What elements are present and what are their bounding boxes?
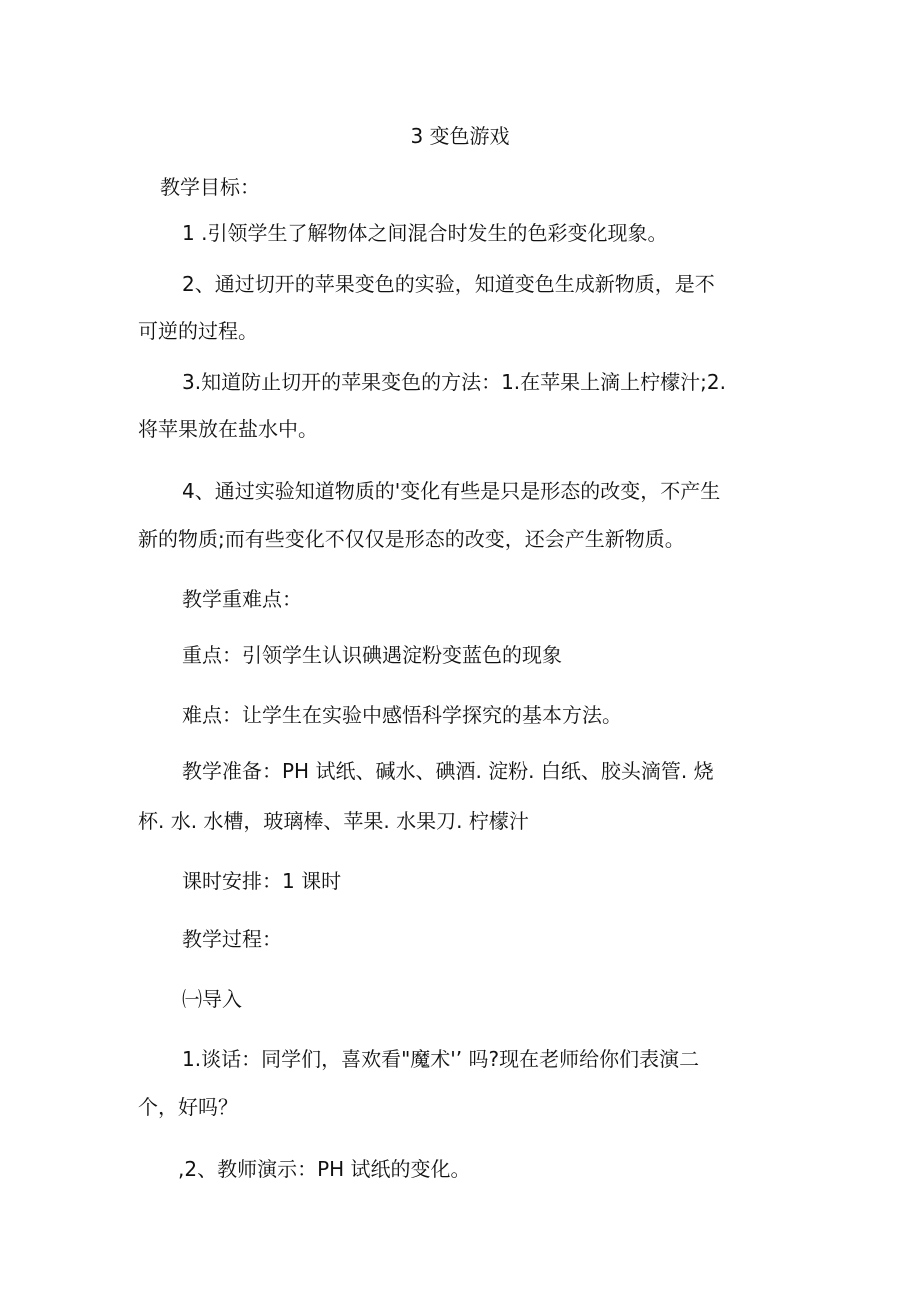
goal-1: 1 .引领学生了解物体之间混合时发生的色彩变化现象。 [182,221,668,245]
goal-3-line-1: 3.知道防止切开的苹果变色的方法：1.在苹果上滴上柠檬汁;2. [182,370,726,394]
process-heading: 教学过程： [182,927,282,951]
demo-line: ,2、教师演示：PH 试纸的变化。 [178,1157,471,1181]
goal-4-line-2: 新的物质;而有些变化不仅仅是形态的改变，还会产生新物质。 [138,527,685,551]
preparation-line-2: 杯. 水. 水槽，玻璃棒、苹果. 水果刀. 柠檬汁 [138,809,529,833]
intro-heading: ㈠导入 [182,987,242,1011]
key-difficult-heading: 教学重难点： [182,587,302,611]
goals-heading: 教学目标： [160,175,260,199]
goal-2-line-1: 2、通过切开的苹果变色的实验，知道变色生成新物质，是不 [182,272,715,296]
document-title: 3 变色游戏 [410,124,510,148]
goal-2-line-2: 可逆的过程。 [138,319,258,343]
talk-line-2: 个，好吗？ [138,1095,238,1119]
talk-line-1: 1.谈话：同学们，喜欢看"魔术'’ 吗?现在老师给你们表演二 [182,1047,700,1071]
goal-4-line-1: 4、通过实验知道物质的'变化有些是只是形态的改变，不产生 [182,479,721,503]
key-point: 重点：引领学生认识碘遇淀粉变蓝色的现象 [182,643,562,667]
goal-3-line-2: 将苹果放在盐水中。 [138,417,318,441]
schedule: 课时安排：1 课时 [182,869,342,893]
difficult-point: 难点：让学生在实验中感悟科学探究的基本方法。 [182,703,622,727]
preparation-line-1: 教学准备：PH 试纸、碱水、碘酒. 淀粉. 白纸、胶头滴管. 烧 [182,759,714,783]
